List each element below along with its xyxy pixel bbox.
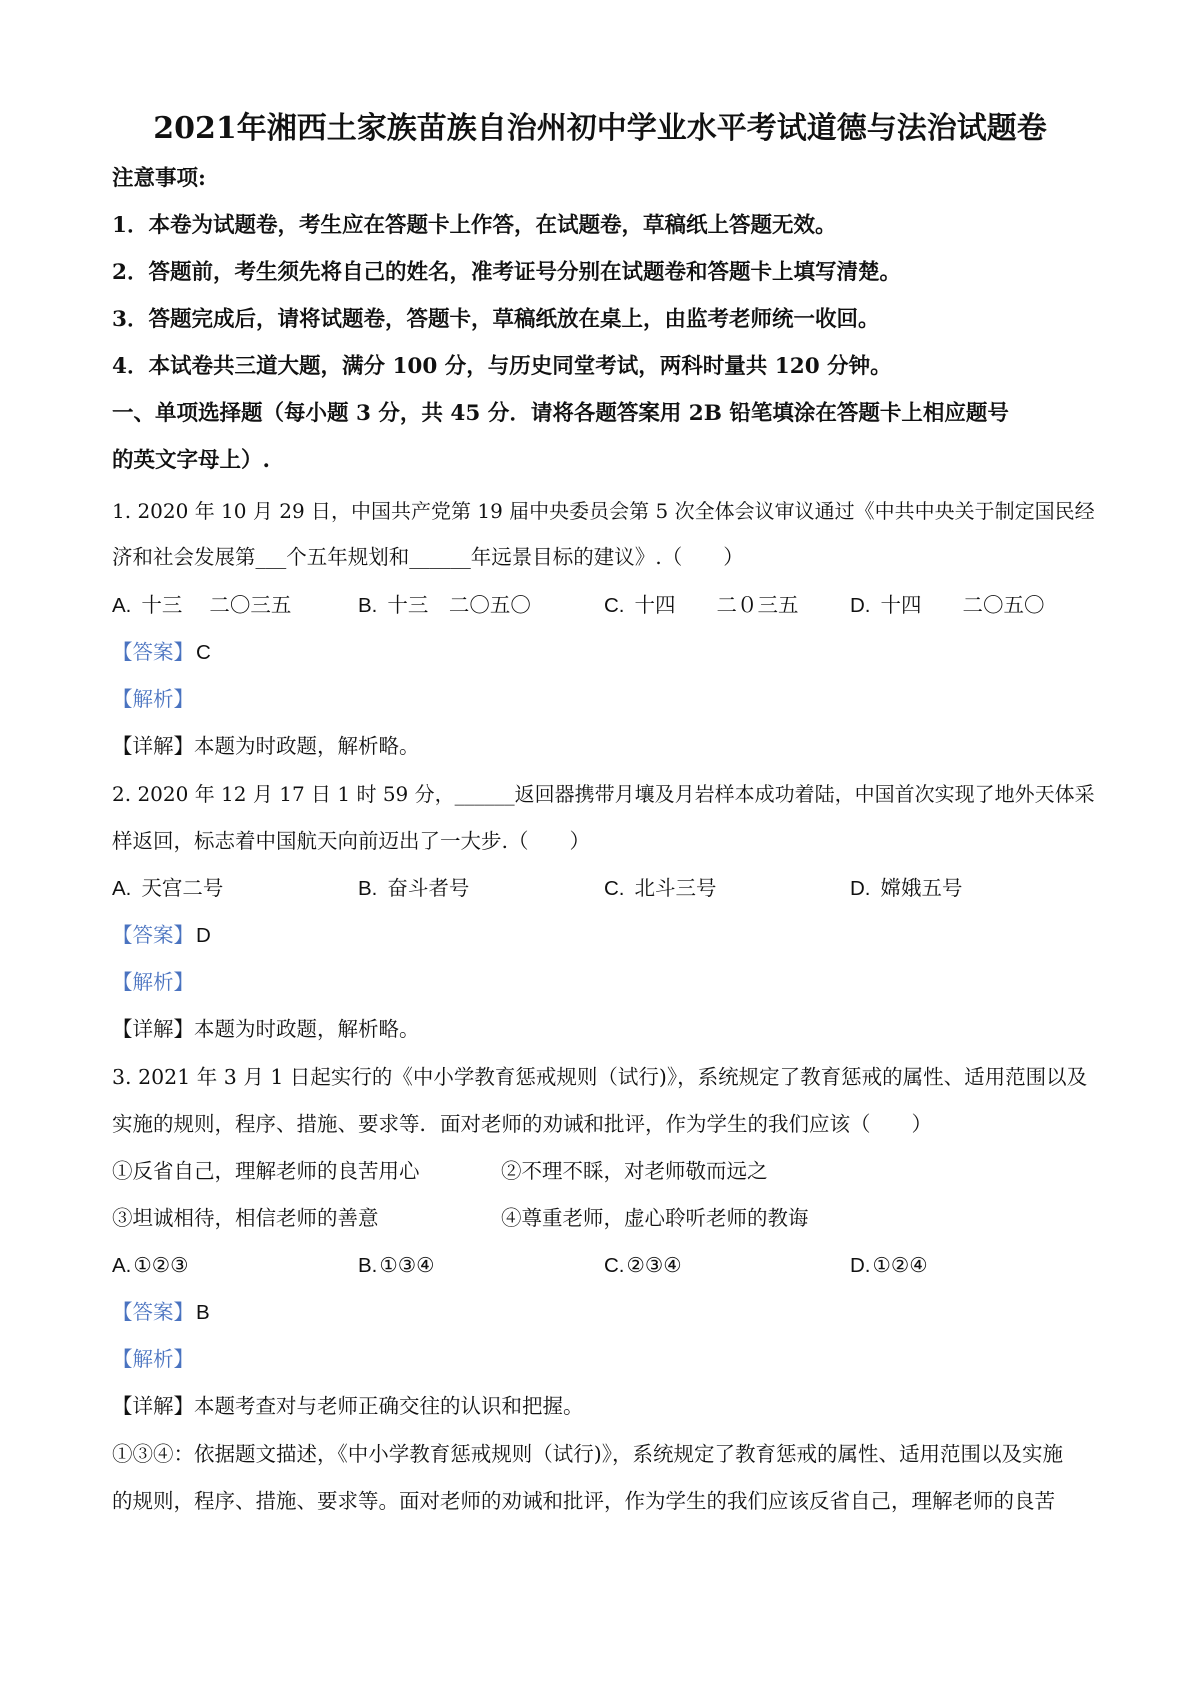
notice-item: 3．答题完成后，请将试题卷，答题卡，草稿纸放在桌上，由监考老师统一收回。 [112, 307, 880, 332]
question-3-stem-cont: 实施的规则，程序、措施、要求等．面对老师的劝诫和批评，作为学生的我们应该（ ） [112, 1112, 932, 1136]
question-2-stem-cont: 样返回，标志着中国航天向前迈出了一大步.（ ） [112, 829, 591, 853]
option-d: D.①②④ [850, 1253, 928, 1277]
option-a: A. 天宫二号 [112, 876, 224, 900]
question-3-stem: 3. 2021 年 3 月 1 日起实行的《中小学教育惩戒规则（试行)》，系统规定了教育惩戒的属性、适用范围以及 [112, 1065, 1088, 1089]
statement-1: ①反省自己，理解老师的良苦用心 [112, 1159, 420, 1183]
page-title: 2021年湘西土家族苗族自治州初中学业水平考试道德与法治试题卷 [153, 111, 1047, 146]
option-b: B. 十三 二〇五〇 [358, 593, 531, 617]
option-a: A.①②③ [112, 1253, 189, 1277]
option-c: C. 十四 二０三五 [604, 593, 799, 617]
option-c: C. 北斗三号 [604, 876, 717, 900]
section-heading: 一、单项选择题（每小题 3 分，共 45 分．请将各题答案用 2B 铅笔填涂在答题卡上相应题号 [112, 401, 1009, 426]
option-d: D. 十四 二〇五〇 [850, 593, 1045, 617]
question-3-explanation-cont: 的规则，程序、措施、要求等。面对老师的劝诫和批评，作为学生的我们应该反省自己，理解老师的良苦 [112, 1489, 1055, 1513]
question-2-detail: 【详解】本题为时政题，解析略。 [112, 1017, 420, 1041]
option-b: B. 奋斗者号 [358, 876, 470, 900]
section-heading-cont: 的英文字母上）. [112, 448, 270, 473]
question-1-stem: 1. 2020 年 10 月 29 日，中国共产党第 19 届中央委员会第 5 次全体会议审议通过《中共中央关于制定国民经 [112, 499, 1095, 523]
statement-3: ③坦诚相待，相信老师的善意 [112, 1206, 379, 1230]
question-3-explanation: ①③④：依据题文描述，《中小学教育惩戒规则（试行)》，系统规定了教育惩戒的属性、适用范围以及实施 [112, 1442, 1063, 1466]
statement-2: ②不理不睬，对老师敬而远之 [501, 1159, 768, 1183]
statement-4: ④尊重老师，虚心聆听老师的教诲 [501, 1206, 809, 1230]
notice-item: 2．答题前，考生须先将自己的姓名，准考证号分别在试题卷和答题卡上填写清楚。 [112, 260, 901, 285]
question-3-answer: 【答案】B [112, 1300, 210, 1324]
notice-heading: 注意事项: [112, 166, 206, 191]
question-1-analysis: 【解析】 [112, 687, 194, 711]
question-1-stem-cont: 济和社会发展第___个五年规划和______年远景目标的建议》.（ ） [112, 545, 744, 569]
question-1-detail: 【详解】本题为时政题，解析略。 [112, 734, 420, 758]
question-2-answer: 【答案】D [112, 923, 211, 947]
option-c: C.②③④ [604, 1253, 682, 1277]
question-3-detail: 【详解】本题考查对与老师正确交往的认识和把握。 [112, 1394, 584, 1418]
option-d: D. 嫦娥五号 [850, 876, 963, 900]
notice-item: 1．本卷为试题卷，考生应在答题卡上作答，在试题卷，草稿纸上答题无效。 [112, 213, 837, 238]
notice-item: 4．本试卷共三道大题，满分 100 分，与历史同堂考试，两科时量共 120 分钟。 [112, 354, 892, 379]
option-b: B.①③④ [358, 1253, 435, 1277]
question-1-answer: 【答案】C [112, 640, 211, 664]
question-3-analysis: 【解析】 [112, 1347, 194, 1371]
option-a: A. 十三 二〇三五 [112, 593, 292, 617]
question-2-stem: 2. 2020 年 12 月 17 日 1 时 59 分，______返回器携带月壤及月岩样本成功着陆，中国首次实现了地外天体采 [112, 782, 1095, 806]
question-2-analysis: 【解析】 [112, 970, 194, 994]
